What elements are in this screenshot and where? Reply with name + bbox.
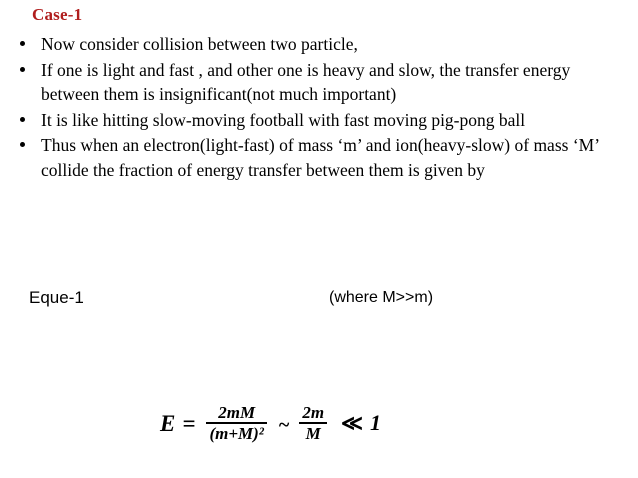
formula-lhs: E — [160, 410, 176, 436]
bullet-dot-icon — [20, 41, 25, 46]
list-item — [14, 133, 626, 182]
formula-rhs: 1 — [370, 410, 382, 435]
bullet-list — [14, 32, 626, 183]
equation-caption-row — [29, 288, 629, 312]
much-less-than-sign: ≪ — [341, 410, 364, 435]
list-item — [14, 108, 626, 133]
equation-condition-note: (where M>>m) — [329, 289, 434, 306]
formula-expression — [160, 404, 480, 442]
fraction-numerator: 2m — [302, 403, 325, 422]
formula-image — [160, 404, 480, 464]
bullet-text: If one is light and fast , and other one is heavy and slow, the transfer energy between them is insignificant(not much important) — [41, 59, 571, 104]
formula-equals-sign: = — [182, 410, 196, 436]
approx-sign: ~ — [278, 414, 290, 436]
fraction-denominator: M — [305, 424, 321, 443]
bullet-dot-icon — [20, 117, 25, 122]
formula-fraction-first — [206, 404, 266, 442]
formula-fraction-second — [299, 404, 327, 442]
bullet-text: It is like hitting slow-moving football with fast moving pig-pong ball — [41, 109, 526, 130]
fraction-denominator: (m+M)² — [209, 424, 264, 443]
case-title: Case-1 — [32, 5, 83, 24]
bullet-dot-icon — [20, 142, 25, 147]
list-item — [14, 58, 626, 107]
fraction-numerator: 2mM — [218, 403, 256, 422]
bullet-text: Thus when an electron(light-fast) of mass ‘m’ and ion(heavy-slow) of mass ‘M’ collide the fraction of energy transfer between them is given by — [41, 135, 599, 180]
bullet-text: Now consider collision between two particle, — [41, 34, 358, 54]
list-item — [14, 32, 626, 57]
bullet-dot-icon — [20, 67, 25, 72]
equation-label: Eque-1 — [29, 288, 84, 307]
